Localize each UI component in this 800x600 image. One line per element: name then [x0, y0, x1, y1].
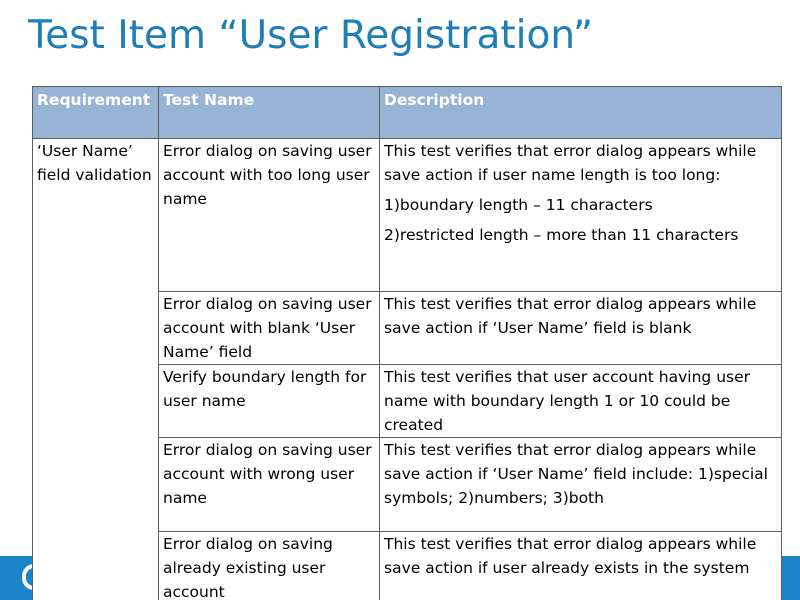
test-name-cell: Error dialog on saving user account with wrong user name: [159, 438, 380, 532]
header-test-name: Test Name: [159, 87, 380, 139]
description-text: 2)restricted length – more than 11 characters: [384, 226, 739, 244]
table-row: [33, 139, 782, 292]
test-name-cell: Error dialog on saving user account with blank ‘User Name’ field: [159, 292, 380, 365]
description-cell: This test verifies that error dialog appears while save action if user already exists in the system: [380, 532, 782, 600]
requirement-cell: ‘User Name’ field validation: [33, 139, 159, 600]
test-name-cell: Verify boundary length for user name: [159, 365, 380, 438]
header-requirement: Requirement: [33, 87, 159, 139]
description-cell: This test verifies that error dialog appears while save action if ‘User Name’ field is blank: [380, 292, 782, 365]
test-name-cell: Error dialog on saving already existing user account: [159, 532, 380, 600]
table-header-row: [33, 87, 782, 139]
description-text: This test verifies that error dialog appears while save action if user name length is too long:: [384, 142, 757, 184]
description-cell: This test verifies that error dialog appears while save action if ‘User Name’ field include: 1)special symbols; 2)numbers; 3)both: [380, 438, 782, 532]
test-item-table: [32, 86, 782, 600]
description-cell: [380, 139, 782, 292]
header-description: Description: [380, 87, 782, 139]
test-name-cell: Error dialog on saving user account with too long user name: [159, 139, 380, 292]
description-cell: This test verifies that user account having user name with boundary length 1 or 10 could be created: [380, 365, 782, 438]
description-text: 1)boundary length – 11 characters: [384, 196, 653, 214]
slide-title: Test Item “User Registration”: [28, 13, 594, 58]
